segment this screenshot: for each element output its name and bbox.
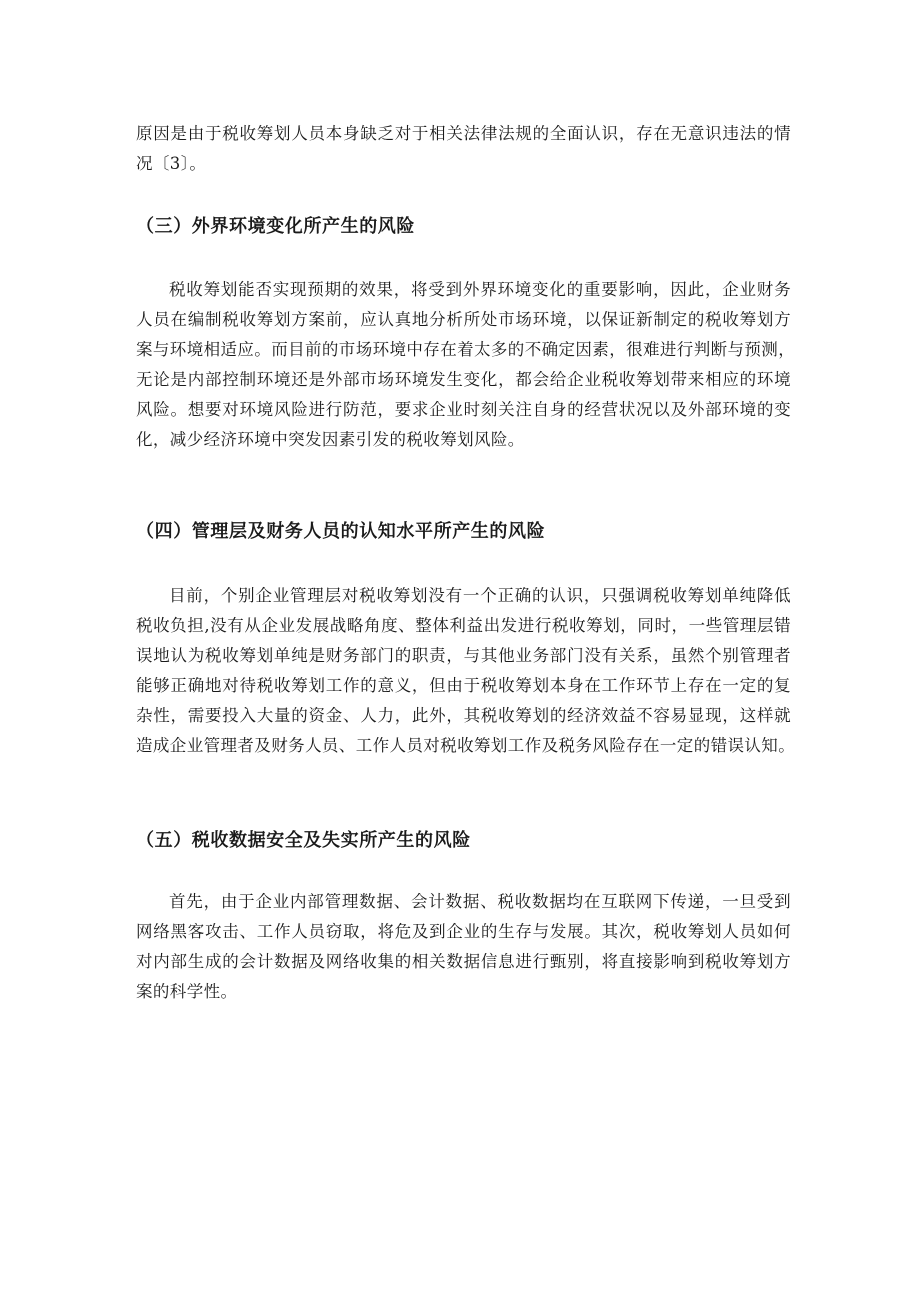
section-3-heading: （三）外界环境变化所产生的风险	[136, 216, 415, 237]
section-4-paragraph	[136, 581, 796, 761]
paragraph-line: 人员在编制税收筹划方案前，应认真地分析所处市场环境，以保证新制定的税收筹划方	[136, 310, 791, 329]
paragraph-line: 况〔3〕。	[136, 154, 207, 173]
paragraph-line: 案的科学性。	[136, 982, 238, 1001]
paragraph-line: 税收筹划能否实现预期的效果，将受到外界环境变化的重要影响，因此，企业财务	[169, 280, 791, 299]
paragraph-line: 税收负担,没有从企业发展战略角度、整体利益出发进行税收筹划，同时，一些管理层错	[136, 616, 791, 635]
paragraph-line: 风险。想要对环境风险进行防范，要求企业时刻关注自身的经营状况以及外部环境的变	[136, 400, 791, 419]
section-4-heading: （四）管理层及财务人员的认知水平所产生的风险	[136, 521, 546, 542]
paragraph-line: 对内部生成的会计数据及网络收集的相关数据信息进行甄别，将直接影响到税收筹划方	[136, 952, 791, 971]
section-5-paragraph	[136, 887, 791, 1007]
paragraph-line: 目前，个别企业管理层对税收筹划没有一个正确的认识，只强调税收筹划单纯降低	[169, 586, 791, 605]
section-5-heading: （五）税收数据安全及失实所产生的风险	[136, 830, 471, 851]
paragraph-line: 原因是由于税收筹划人员本身缺乏对于相关法律法规的全面认识，存在无意识违法的情	[136, 124, 791, 143]
paragraph-line: 误地认为税收筹划单纯是财务部门的职责，与其他业务部门没有关系，虽然个别管理者	[136, 646, 791, 665]
section-3-paragraph	[136, 275, 796, 455]
paragraph-line: 无论是内部控制环境还是外部市场环境发生变化，都会给企业税收筹划带来相应的环境	[136, 370, 791, 389]
paragraph-line: 能够正确地对待税收筹划工作的意义，但由于税收筹划本身在工作环节上存在一定的复	[136, 676, 791, 695]
paragraph-line: 杂性，需要投入大量的资金、人力，此外，其税收筹划的经济效益不容易显现，这样就	[136, 706, 791, 725]
paragraph-line: 化，减少经济环境中突发因素引发的税收筹划风险。	[136, 430, 525, 449]
paragraph-line: 案与环境相适应。而目前的市场环境中存在着太多的不确定因素，很难进行判断与预测，	[136, 340, 796, 359]
paragraph-line: 造成企业管理者及财务人员、工作人员对税收筹划工作及税务风险存在一定的错误认知。	[136, 736, 796, 755]
paragraph-line: 网络黑客攻击、工作人员窃取，将危及到企业的生存与发展。其次，税收筹划人员如何	[136, 922, 791, 941]
intro-paragraph	[136, 119, 791, 179]
paragraph-line: 首先，由于企业内部管理数据、会计数据、税收数据均在互联网下传递，一旦受到	[169, 892, 791, 911]
